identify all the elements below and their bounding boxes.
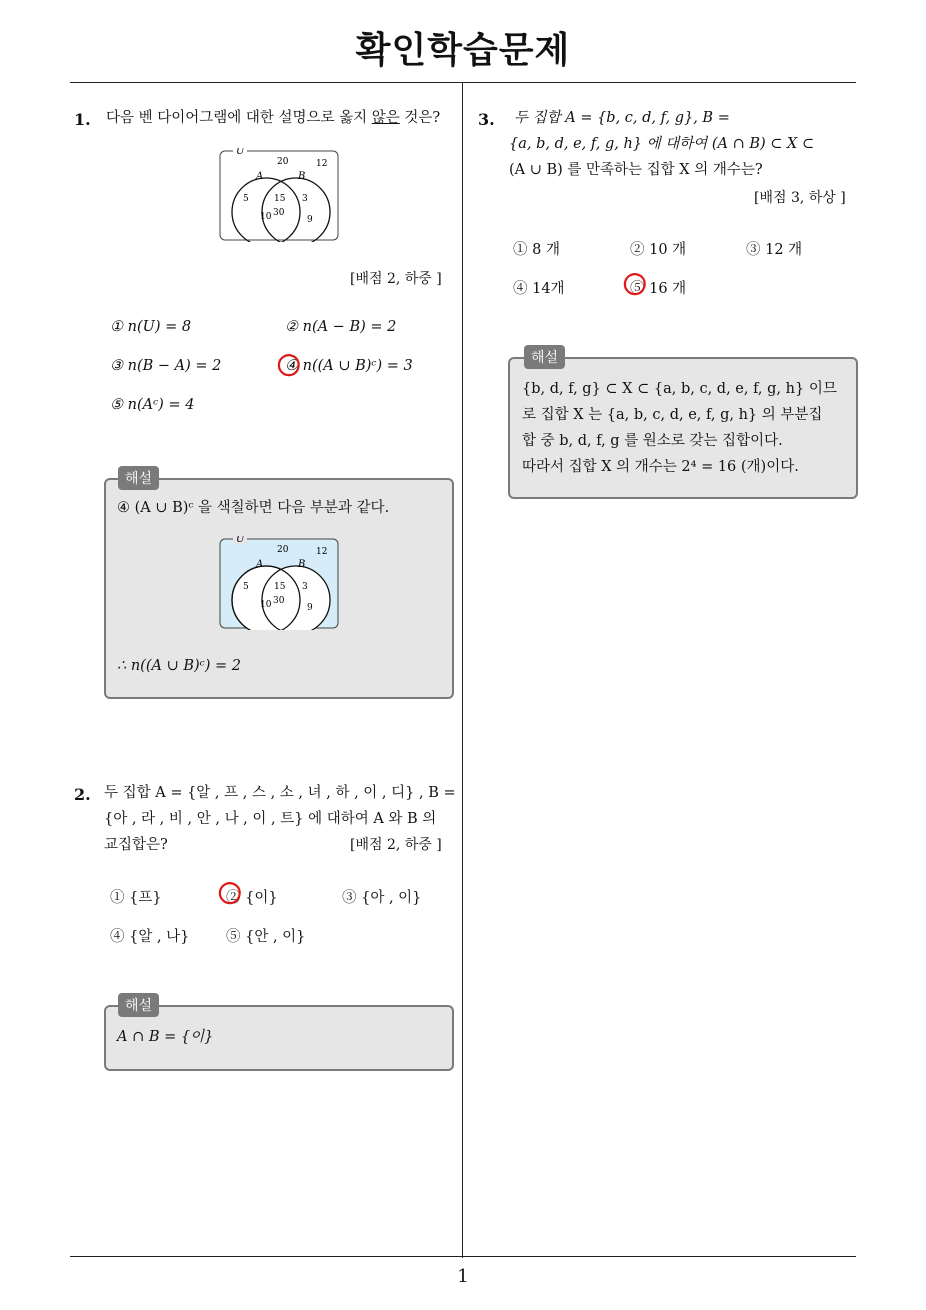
q1-choice-4[interactable]: ④ n((A ∪ B)ᶜ) = 3 bbox=[285, 358, 413, 374]
venn-value: 20 bbox=[277, 545, 289, 555]
q1-choice-2[interactable]: ② n(A − B) = 2 bbox=[285, 319, 397, 335]
venn-value: 15 bbox=[274, 582, 286, 592]
venn-value: 10 bbox=[260, 600, 272, 610]
answer-mark-icon bbox=[623, 271, 649, 297]
q1-number: 1. bbox=[74, 110, 91, 129]
q2-number: 2. bbox=[74, 785, 91, 804]
venn-value: 3 bbox=[302, 582, 308, 592]
venn-value: 30 bbox=[273, 208, 285, 218]
venn-value: 12 bbox=[316, 547, 328, 557]
column-divider bbox=[462, 83, 463, 1258]
venn-value: 20 bbox=[277, 157, 289, 167]
venn-value: 5 bbox=[243, 194, 249, 204]
q2-explanation-tag: 해설 bbox=[118, 993, 159, 1017]
venn-u-label: U bbox=[236, 536, 245, 545]
q1-explanation-line: ∴ n((A ∪ B)ᶜ) = 2 bbox=[117, 658, 242, 674]
q1-venn-diagram bbox=[219, 148, 341, 242]
venn-b-label: B bbox=[298, 171, 306, 182]
bottom-rule bbox=[70, 1256, 856, 1257]
venn-value: 30 bbox=[273, 596, 285, 606]
q1-explanation-line: ④ (A ∪ B)ᶜ 을 색칠하면 다음 부분과 같다. bbox=[117, 500, 390, 516]
q1-explanation-venn bbox=[219, 536, 341, 630]
venn-a-label: A bbox=[256, 559, 264, 570]
page-title: 확인학습문제 bbox=[355, 30, 571, 71]
q2-text-line: {아 , 라 , 비 , 안 , 나 , 이 , 트} 에 대하여 A 와 B 의 bbox=[104, 811, 437, 827]
venn-value: 15 bbox=[274, 194, 286, 204]
q3-explanation-line: 따라서 집합 X 의 개수는 2⁴ = 16 (개)이다. bbox=[522, 459, 799, 475]
venn-value: 9 bbox=[307, 603, 313, 613]
venn-a-label: A bbox=[256, 171, 264, 182]
q1-explanation-tag: 해설 bbox=[118, 466, 159, 490]
q3-text-line: 두 집합 A = {b, c, d, f, g}, B = bbox=[514, 110, 730, 126]
venn-b-label: B bbox=[298, 559, 306, 570]
top-rule bbox=[70, 82, 856, 83]
page-number: 1 bbox=[457, 1266, 469, 1287]
answer-mark-icon bbox=[218, 880, 244, 906]
q2-text-line: 두 집합 A = {알 , 프 , 스 , 소 , 녀 , 하 , 이 , 디} , B = bbox=[104, 785, 456, 801]
q2-choice-3[interactable]: ③ {아 , 이} bbox=[342, 890, 422, 906]
venn-value: 10 bbox=[260, 212, 272, 222]
venn-value: 3 bbox=[302, 194, 308, 204]
q1-score: [배점 2, 하중 ] bbox=[350, 271, 442, 287]
q1-choice-1[interactable]: ① n(U) = 8 bbox=[110, 319, 192, 335]
q2-choice-1[interactable]: ① {프} bbox=[110, 890, 162, 906]
q2-score: [배점 2, 하중 ] bbox=[350, 837, 442, 853]
venn-value: 9 bbox=[307, 215, 313, 225]
q1-text: 다음 벤 다이어그램에 대한 설명으로 옳지 않은 것은? bbox=[106, 110, 441, 126]
q3-choice-1[interactable]: ① 8 개 bbox=[513, 242, 560, 258]
q2-choice-2[interactable]: ② {이} bbox=[226, 890, 278, 906]
q3-explanation-line: 로 집합 X 는 {a, b, c, d, e, f, g, h} 의 부분집 bbox=[522, 407, 823, 423]
q3-explanation-line: 합 중 b, d, f, g 를 원소로 갖는 집합이다. bbox=[522, 433, 783, 449]
q2-choice-4[interactable]: ④ {알 , 나} bbox=[110, 929, 190, 945]
q3-choice-3[interactable]: ③ 12 개 bbox=[746, 242, 803, 258]
q3-number: 3. bbox=[478, 110, 495, 129]
q3-score: [배점 3, 하상 ] bbox=[754, 190, 846, 206]
q2-explanation-line: A ∩ B = {이} bbox=[117, 1029, 214, 1045]
q3-choice-2[interactable]: ② 10 개 bbox=[630, 242, 687, 258]
q3-explanation-tag: 해설 bbox=[524, 345, 565, 369]
q3-text-line: {a, b, d, e, f, g, h} 에 대하여 (A ∩ B) ⊂ X ⊂ bbox=[509, 136, 815, 152]
q1-underlined-word: 않은 bbox=[371, 110, 400, 126]
venn-u-label: U bbox=[236, 148, 245, 157]
q3-choice-5[interactable]: ⑤ 16 개 bbox=[630, 281, 687, 297]
q3-choice-4[interactable]: ④ 14개 bbox=[513, 281, 565, 297]
q2-choice-5[interactable]: ⑤ {안 , 이} bbox=[226, 929, 306, 945]
q1-choice-5[interactable]: ⑤ n(Aᶜ) = 4 bbox=[110, 397, 195, 413]
q3-text-line: (A ∪ B) 를 만족하는 집합 X 의 개수는? bbox=[509, 162, 763, 178]
q2-text-line: 교집합은? bbox=[104, 837, 168, 853]
q3-explanation-line: {b, d, f, g} ⊂ X ⊂ {a, b, c, d, e, f, g, h} 이므 bbox=[522, 381, 837, 397]
venn-value: 5 bbox=[243, 582, 249, 592]
venn-value: 12 bbox=[316, 159, 328, 169]
q1-choice-3[interactable]: ③ n(B − A) = 2 bbox=[110, 358, 222, 374]
answer-mark-icon bbox=[277, 352, 303, 378]
